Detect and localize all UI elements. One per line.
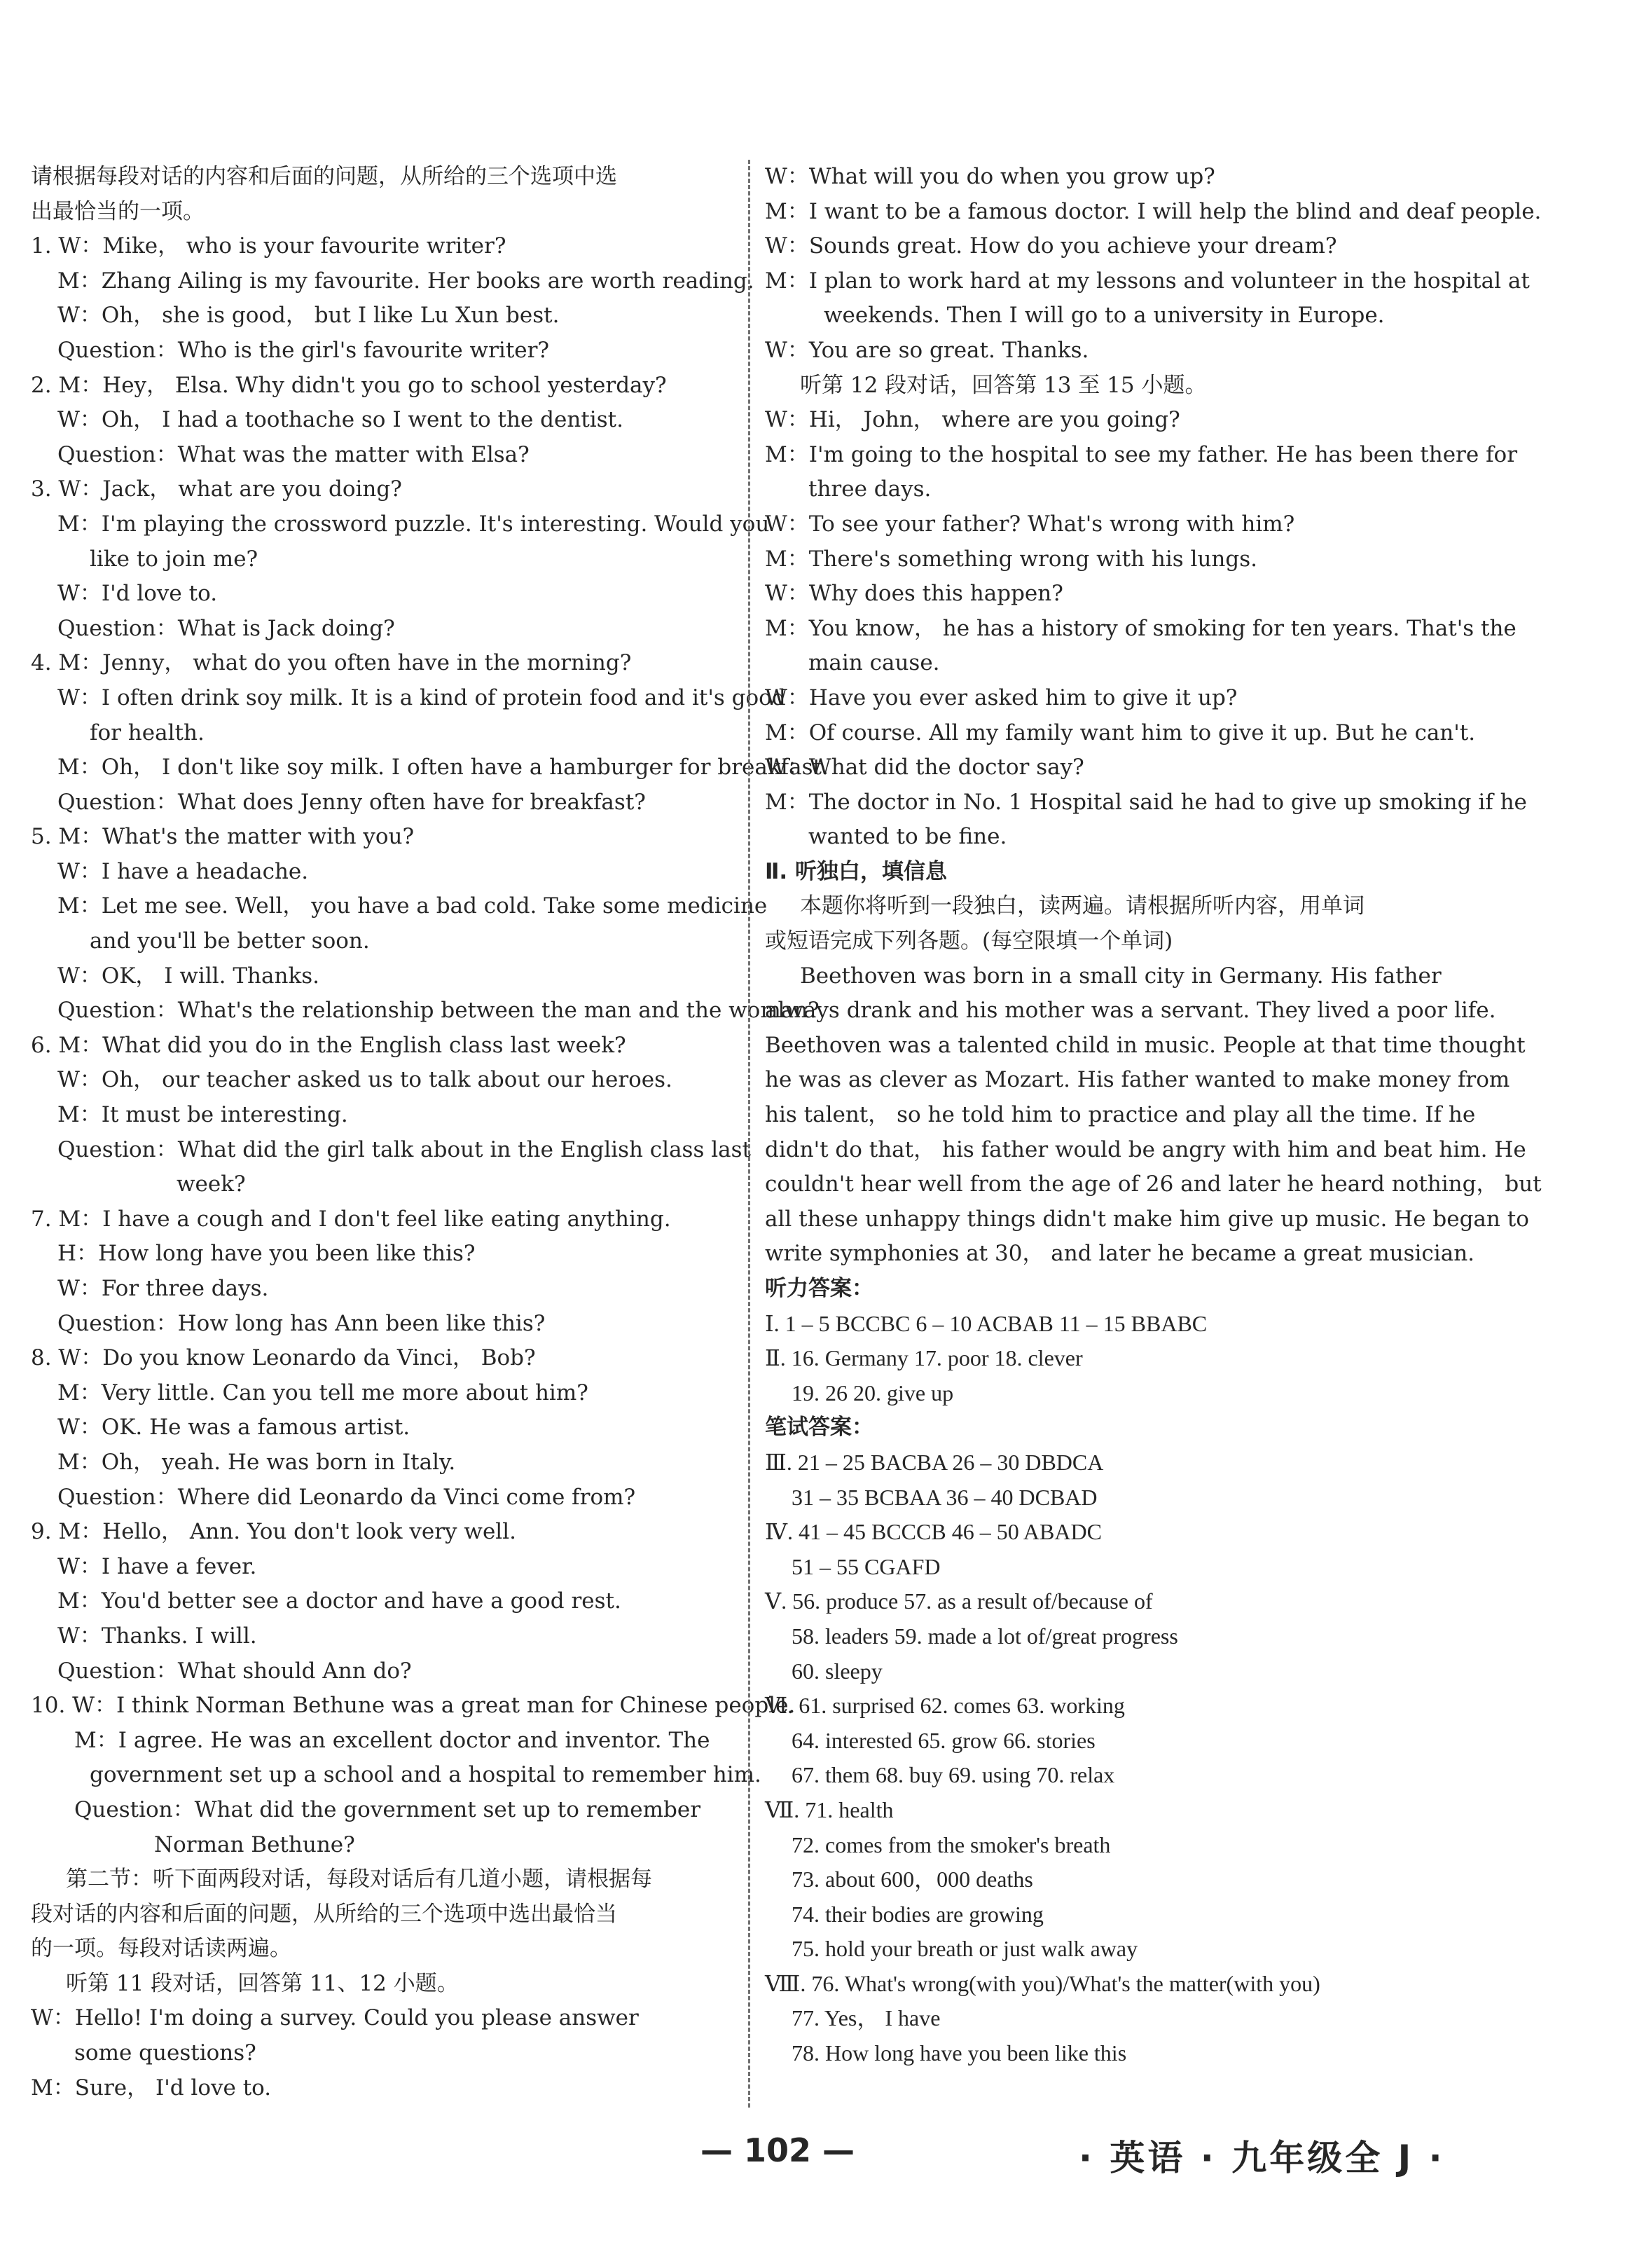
passage-line: always drank and his mother was a servant. They lived a poor life. bbox=[765, 998, 1496, 1024]
dialogue-line: 7. M：I have a cough and I don't feel like eating anything. bbox=[31, 1206, 671, 1232]
dialogue-line: M：There's something wrong with his lungs. bbox=[765, 546, 1257, 572]
passage-line: didn't do that， his father would be angry with him and beat him. He bbox=[765, 1136, 1526, 1162]
dialogue-line: 9. M：Hello， Ann. You don't look very well. bbox=[31, 1519, 516, 1545]
dialogue-line: W：Why does this happen? bbox=[765, 581, 1063, 607]
dialogue-line: M：You'd better see a doctor and have a good rest. bbox=[57, 1588, 621, 1614]
dialogue-line: W：OK， I will. Thanks. bbox=[57, 963, 320, 989]
dialogue-line: M：You know， he has a history of smoking for ten years. That's the bbox=[765, 615, 1517, 641]
question-line: Question：What was the matter with Elsa? bbox=[57, 441, 530, 467]
dialogue-line: W：Oh， I had a toothache so I went to the dentist. bbox=[57, 407, 623, 433]
dialogue-line: 8. W：Do you know Leonardo da Vinci， Bob? bbox=[31, 1345, 536, 1371]
written-answers-heading: 笔试答案： bbox=[765, 1415, 873, 1441]
passage-line: couldn't hear well from the age of 26 and later he heard nothing， but bbox=[765, 1171, 1542, 1197]
dialogue-line: W：Thanks. I will. bbox=[57, 1623, 257, 1649]
dialogue-line: M：I want to be a famous doctor. I will help the blind and deaf people. bbox=[765, 198, 1542, 224]
dialogue-line: 1. W：Mike， who is your favourite writer? bbox=[31, 233, 506, 259]
dialogue-line: M：Of course. All my family want him to give it up. But he can't. bbox=[765, 720, 1476, 745]
section-instructions: 的一项。每段对话读两遍。 bbox=[31, 1936, 291, 1962]
dialogue-line: 10. W：I think Norman Bethune was a great man for Chinese people. bbox=[31, 1693, 796, 1719]
question-line: Question：What should Ann do? bbox=[57, 1658, 412, 1684]
answer-line: Ⅵ. 61. surprised 62. comes 63. working bbox=[765, 1693, 1125, 1719]
dialogue-line: W：I have a fever. bbox=[57, 1553, 257, 1579]
dialogue-line: M：I'm playing the crossword puzzle. It's interesting. Would you bbox=[57, 511, 770, 537]
answer-line: Ⅱ. 16. Germany 17. poor 18. clever bbox=[765, 1345, 1083, 1371]
answer-line: 75. hold your breath or just walk away bbox=[792, 1936, 1138, 1962]
dialogue-line: W：Hello! I'm doing a survey. Could you please answer bbox=[31, 2005, 639, 2031]
instructions-line: 出最恰当的一项。 bbox=[31, 198, 205, 224]
answer-line: 19. 26 20. give up bbox=[792, 1380, 954, 1406]
dialogue-line: W：You are so great. Thanks. bbox=[765, 337, 1089, 363]
answer-line: Ⅲ. 21 – 25 BACBA 26 – 30 DBDCA bbox=[765, 1449, 1104, 1475]
answer-line: 78. How long have you been like this bbox=[792, 2040, 1127, 2066]
answer-line: Ⅳ. 41 – 45 BCCCB 46 – 50 ABADC bbox=[765, 1519, 1102, 1545]
dialogue-line: some questions? bbox=[74, 2040, 256, 2066]
answer-line: 60. sleepy bbox=[792, 1658, 883, 1684]
dialogue-line: W：Have you ever asked him to give it up? bbox=[765, 685, 1238, 710]
answer-line: Ⅴ. 56. produce 57. as a result of/because of bbox=[765, 1588, 1153, 1614]
dialogue-line: for health. bbox=[90, 720, 205, 745]
passage-line: Beethoven was a talented child in music. People at that time thought bbox=[765, 1032, 1526, 1058]
dialogue-line: government set up a school and a hospital to remember him. bbox=[90, 1762, 761, 1788]
dialogue-line: M：Very little. Can you tell me more about him? bbox=[57, 1380, 588, 1406]
dialogue-line: weekends. Then I will go to a university in Europe. bbox=[824, 303, 1385, 329]
dialogue-line: wanted to be fine. bbox=[808, 824, 1007, 850]
question-line: Question：What's the relationship between the man and the woman? bbox=[57, 998, 820, 1024]
question-line: Question：Who is the girl's favourite writer? bbox=[57, 337, 550, 363]
section-instructions: 或短语完成下列各题。(每空限填一个单词) bbox=[765, 928, 1173, 954]
dialogue-line: like to join me? bbox=[90, 546, 258, 572]
dialogue-line: M：Oh， I don't like soy milk. I often have a hamburger for breakfast. bbox=[57, 755, 829, 781]
dialogue-line: M：I'm going to the hospital to see my father. He has been there for bbox=[765, 441, 1518, 467]
listening-answers-heading: 听力答案： bbox=[765, 1276, 873, 1301]
dialogue-line: 4. M：Jenny， what do you often have in the morning? bbox=[31, 650, 632, 676]
sub-instruction: 听第 11 段对话，回答第 11、12 小题。 bbox=[66, 1970, 459, 1996]
dialogue-line: 2. M：Hey， Elsa. Why didn't you go to school yesterday? bbox=[31, 372, 667, 398]
passage-line: he was as clever as Mozart. His father wanted to make money from bbox=[765, 1067, 1510, 1093]
answer-line: 72. comes from the smoker's breath bbox=[792, 1831, 1111, 1857]
passage-line: Beethoven was born in a small city in Germany. His father bbox=[800, 963, 1442, 989]
dialogue-line: W：Oh， she is good， but I like Lu Xun best. bbox=[57, 303, 560, 329]
dialogue-line: M：It must be interesting. bbox=[57, 1102, 348, 1128]
passage-line: his talent， so he told him to practice and play all the time. If he bbox=[765, 1102, 1476, 1128]
dialogue-line: 3. W：Jack， what are you doing? bbox=[31, 476, 402, 502]
dialogue-line: three days. bbox=[808, 476, 932, 502]
answer-line: Ⅰ. 1 – 5 BCCBC 6 – 10 ACBAB 11 – 15 BBABC bbox=[765, 1310, 1208, 1336]
dialogue-line: and you'll be better soon. bbox=[90, 928, 370, 954]
dialogue-line: M：Zhang Ailing is my favourite. Her books are worth reading. bbox=[57, 268, 754, 294]
question-line: week? bbox=[177, 1171, 246, 1197]
page-number: — 102 — bbox=[700, 2131, 855, 2169]
section-instructions: 第二节：听下面两段对话，每段对话后有几道小题，请根据每 bbox=[66, 1867, 652, 1892]
dialogue-line: W：I'd love to. bbox=[57, 581, 218, 607]
answer-line: 73. about 600，000 deaths bbox=[792, 1867, 1033, 1892]
instructions-line: 请根据每段对话的内容和后面的问题，从所给的三个选项中选 bbox=[31, 164, 617, 189]
right-column bbox=[765, 160, 1542, 2071]
dialogue-line: 6. M：What did you do in the English class last week? bbox=[31, 1032, 626, 1058]
dialogue-line: W：What will you do when you grow up? bbox=[765, 164, 1215, 189]
answer-line: 74. their bodies are growing bbox=[792, 1901, 1044, 1927]
dialogue-line: H：How long have you been like this? bbox=[57, 1241, 476, 1267]
answer-line: 31 – 35 BCBAA 36 – 40 DCBAD bbox=[792, 1484, 1098, 1510]
answer-line: 77. Yes， I have bbox=[792, 2005, 941, 2031]
passage-line: all these unhappy things didn't make him give up music. He began to bbox=[765, 1206, 1529, 1232]
passage-line: write symphonies at 30， and later he became a great musician. bbox=[765, 1241, 1475, 1267]
answer-line: 51 – 55 CGAFD bbox=[792, 1553, 941, 1579]
section-instructions: 本题你将听到一段独白，读两遍。请根据所听内容，用单词 bbox=[800, 893, 1365, 919]
answer-line: 58. leaders 59. made a lot of/great progress bbox=[792, 1623, 1178, 1649]
question-line: Question：How long has Ann been like this? bbox=[57, 1310, 546, 1336]
dialogue-line: M：I plan to work hard at my lessons and volunteer in the hospital at bbox=[765, 268, 1530, 294]
dialogue-line: main cause. bbox=[808, 650, 940, 676]
dialogue-line: M：Sure， I'd love to. bbox=[31, 2075, 272, 2101]
dialogue-line: W：To see your father? What's wrong with him? bbox=[765, 511, 1295, 537]
answer-line: 67. them 68. buy 69. using 70. relax bbox=[792, 1762, 1115, 1788]
section-instructions: 段对话的内容和后面的问题，从所给的三个选项中选出最恰当 bbox=[31, 1901, 617, 1927]
dialogue-line: M：Oh， yeah. He was born in Italy. bbox=[57, 1449, 456, 1475]
dialogue-line: W：Hi， John， where are you going? bbox=[765, 407, 1180, 433]
answer-line: Ⅷ. 76. What's wrong(with you)/What's the matter(with you) bbox=[765, 1970, 1320, 1996]
dialogue-line: M：Let me see. Well， you have a bad cold. Take some medicine bbox=[57, 893, 768, 919]
section-heading: Ⅱ. 听独白，填信息 bbox=[765, 858, 947, 884]
question-line: Question：What is Jack doing? bbox=[57, 615, 395, 641]
dialogue-line: W：For three days. bbox=[57, 1276, 269, 1301]
dialogue-line: M：The doctor in No. 1 Hospital said he had to give up smoking if he bbox=[765, 789, 1527, 815]
subject-label: · 英语 · 九年级全 J · bbox=[1079, 2138, 1445, 2178]
question-line: Question：What did the girl talk about in the English class last bbox=[57, 1136, 751, 1162]
column-divider bbox=[748, 160, 750, 2108]
question-line: Question：Where did Leonardo da Vinci come from? bbox=[57, 1484, 636, 1510]
dialogue-line: W：I have a headache. bbox=[57, 858, 309, 884]
question-line: Question：What did the government set up to remember bbox=[74, 1796, 701, 1822]
question-line: Question：What does Jenny often have for breakfast? bbox=[57, 789, 646, 815]
dialogue-line: W：OK. He was a famous artist. bbox=[57, 1415, 410, 1441]
dialogue-line: W：Oh， our teacher asked us to talk about our heroes. bbox=[57, 1067, 672, 1093]
dialogue-line: W：What did the doctor say? bbox=[765, 755, 1084, 781]
answer-line: Ⅶ. 71. health bbox=[765, 1796, 894, 1822]
dialogue-line: 5. M：What's the matter with you? bbox=[31, 824, 415, 850]
answer-line: 64. interested 65. grow 66. stories bbox=[792, 1727, 1096, 1753]
sub-instruction: 听第 12 段对话，回答第 13 至 15 小题。 bbox=[800, 372, 1207, 398]
dialogue-line: W：Sounds great. How do you achieve your dream? bbox=[765, 233, 1337, 259]
dialogue-line: W：I often drink soy milk. It is a kind of protein food and it's good bbox=[57, 685, 786, 710]
dialogue-line: M：I agree. He was an excellent doctor and inventor. The bbox=[74, 1727, 710, 1753]
question-line: Norman Bethune? bbox=[154, 1831, 355, 1857]
